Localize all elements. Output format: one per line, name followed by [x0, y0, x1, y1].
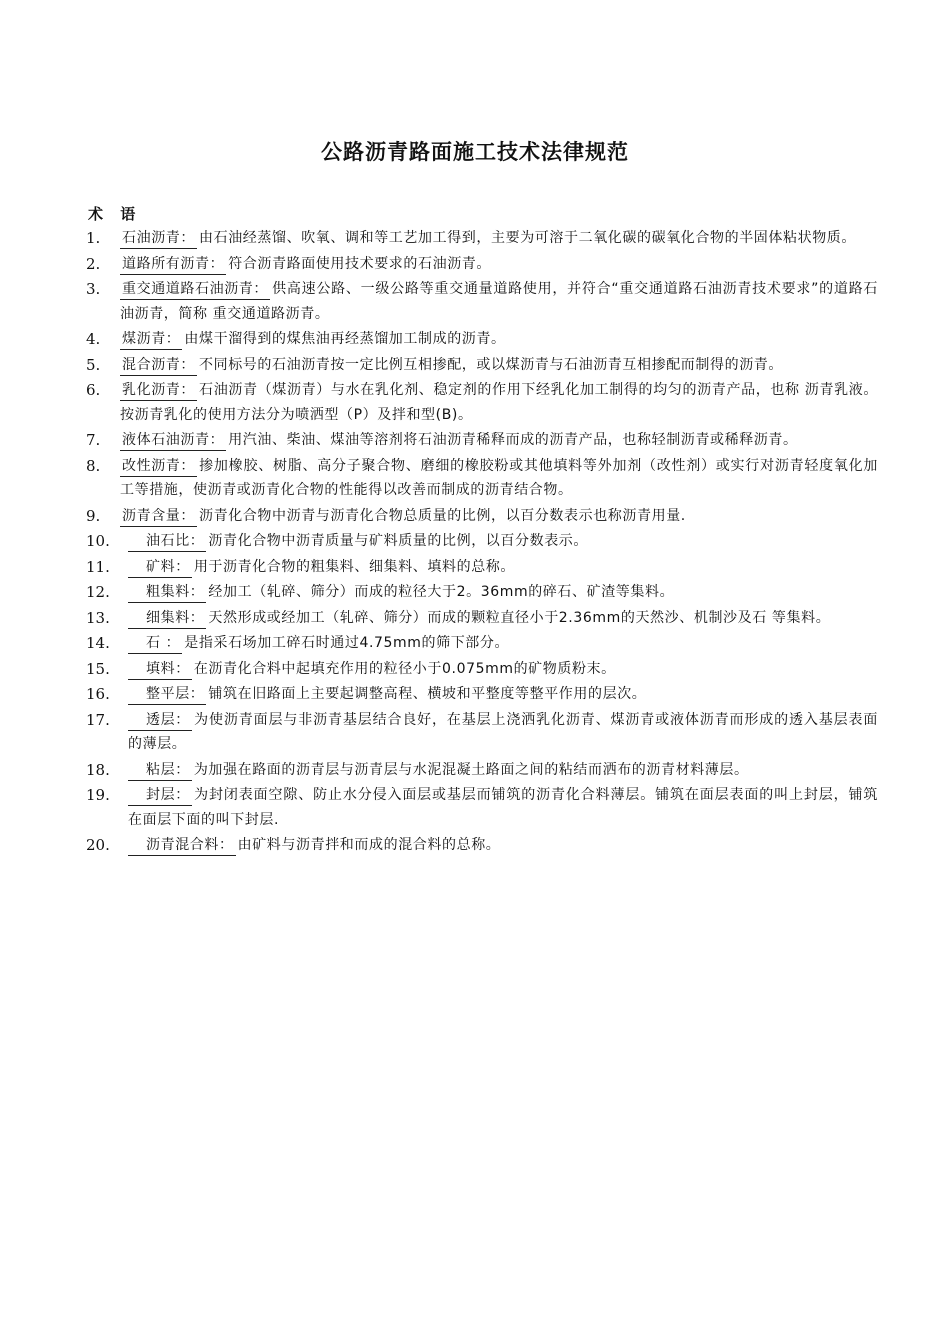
term-item	[86, 504, 878, 529]
term-item	[86, 758, 878, 783]
term-item	[86, 529, 878, 554]
term-item	[86, 580, 878, 605]
term-name: 重交通道路石油沥青：	[120, 279, 270, 300]
term-number: 3.	[86, 280, 101, 298]
term-list	[86, 226, 878, 859]
term-definition: 由矿料与沥青拌和而成的混合料的总称。	[237, 837, 501, 853]
term-number: 8.	[86, 456, 101, 475]
term-definition: 沥青化合物中沥青质量与矿料质量的比例，以百分数表示。	[208, 533, 589, 549]
term-item	[86, 428, 878, 453]
term-definition: 由石油经蒸馏、吹氧、调和等工艺加工得到，主要为可溶于二氧化碳的碳氧化合物的半固体粘状物质。	[199, 230, 856, 246]
term-number: 17.	[86, 710, 110, 729]
term-name: 乳化沥青：	[120, 380, 197, 401]
term-text	[120, 252, 878, 277]
term-text	[128, 657, 878, 682]
term-definition: 铺筑在旧路面上主要起调整高程、横坡和平整度等整平作用的层次。	[208, 686, 647, 702]
term-definition: 为加强在路面的沥青层与沥青层与水泥混凝土路面之间的粘结而洒布的沥青材料薄层。	[193, 761, 749, 778]
term-text	[120, 378, 878, 427]
term-text	[120, 327, 878, 352]
term-name: 沥青混合料：	[128, 835, 236, 856]
term-definition: 符合沥青路面使用技术要求的石油沥青。	[228, 255, 492, 272]
term-number: 9.	[86, 506, 101, 525]
term-number: 18.	[86, 760, 110, 779]
term-definition: 不同标号的石油沥青按一定比例互相掺配，或以煤沥青与石油沥青互相掺配而制得的沥青。	[199, 356, 783, 373]
term-definition: 为封闭表面空隙、防止水分侵入面层或基层而铺筑的沥青化合料薄层。铺筑在面层表面的叫上封层，铺筑在面层下面的叫下封层.	[128, 787, 878, 828]
term-number: 13.	[86, 608, 110, 627]
term-item	[86, 353, 878, 378]
term-item	[86, 606, 878, 631]
term-item	[86, 555, 878, 580]
term-name: 矿料：	[128, 557, 192, 578]
term-text	[128, 631, 878, 656]
term-text	[120, 428, 878, 453]
term-text	[128, 529, 878, 554]
term-name: 石 ：	[128, 633, 182, 654]
term-number: 14.	[86, 634, 110, 652]
term-name: 改性沥青：	[120, 456, 197, 477]
term-text	[128, 682, 878, 707]
term-definition: 在沥青化合料中起填充作用的粒径小于0.075mm的矿物质粉末。	[193, 660, 616, 677]
term-item	[86, 783, 878, 832]
term-name: 粗集料：	[128, 582, 206, 603]
term-item	[86, 454, 878, 503]
term-definition: 供高速公路、一级公路等重交通量道路使用，并符合“重交通道路石油沥青技术要求”的道路石油沥青，简称 重交通道路沥青。	[120, 281, 878, 322]
term-number: 12.	[86, 583, 110, 601]
term-text	[128, 758, 878, 783]
term-number: 10.	[86, 532, 110, 550]
document-title: 公路沥青路面施工技术法律规范	[321, 140, 629, 164]
term-definition: 石油沥青（煤沥青）与水在乳化剂、稳定剂的作用下经乳化加工制得的均匀的沥青产品，也称 沥青乳液。按沥青乳化的使用方法分为喷洒型（P）及拌和型(B)。	[120, 382, 878, 423]
term-name: 沥青含量：	[120, 506, 197, 527]
term-name: 油石比：	[128, 531, 206, 552]
term-definition: 用于沥青化合物的粗集料、细集料、填料的总称。	[193, 558, 516, 575]
term-definition: 由煤干溜得到的煤焦油再经蒸馏加工制成的沥青。	[184, 331, 506, 347]
term-name: 道路所有沥青：	[120, 254, 226, 275]
term-name: 整平层：	[128, 684, 206, 705]
term-definition: 是指采石场加工碎石时通过4.75mm的筛下部分。	[184, 635, 510, 651]
term-text	[128, 555, 878, 580]
term-item	[86, 833, 878, 858]
term-number: 7.	[86, 431, 101, 449]
term-number: 4.	[86, 330, 101, 348]
term-item	[86, 682, 878, 707]
term-definition: 为使沥青面层与非沥青基层结合良好，在基层上浇洒乳化沥青、煤沥青或液体沥青而形成的透入基层表面的薄层。	[128, 711, 878, 752]
term-definition: 用汽油、柴油、煤油等溶剂将石油沥青稀释而成的沥青产品，也称轻制沥青或稀释沥青。	[228, 432, 798, 448]
term-name: 石油沥青：	[120, 228, 197, 249]
term-name: 粘层：	[128, 760, 192, 781]
term-definition: 掺加橡胶、树脂、高分子聚合物、磨细的橡胶粉或其他填料等外加剂（改性剂）或实行对沥青轻度氧化加工等措施，使沥青或沥青化合物的性能得以改善而制成的沥青结合物。	[120, 457, 878, 498]
term-text	[120, 454, 878, 503]
term-text	[120, 353, 878, 378]
term-number: 16.	[86, 685, 110, 703]
term-definition: 经加工（轧碎、筛分）而成的粒径大于2。36mm的碎石、矿渣等集料。	[208, 584, 675, 600]
term-text	[120, 277, 878, 326]
term-item	[86, 708, 878, 757]
term-name: 透层：	[128, 710, 192, 731]
term-name: 煤沥青：	[120, 329, 182, 350]
term-item	[86, 327, 878, 352]
section-heading: 术 语	[88, 205, 142, 223]
term-item	[86, 631, 878, 656]
term-name: 细集料：	[128, 608, 206, 629]
term-item	[86, 277, 878, 326]
term-item	[86, 252, 878, 277]
term-number: 1.	[86, 229, 101, 247]
term-item	[86, 657, 878, 682]
term-number: 5.	[86, 355, 101, 374]
term-number: 20.	[86, 836, 110, 854]
term-name: 封层：	[128, 785, 192, 806]
term-number: 6.	[86, 381, 101, 399]
term-definition: 天然形成或经加工（轧碎、筛分）而成的颗粒直径小于2.36mm的天然沙、机制沙及石 等集料。	[208, 609, 831, 626]
term-text	[128, 833, 878, 858]
term-number: 2.	[86, 254, 101, 273]
term-text	[120, 504, 878, 529]
term-text	[128, 606, 878, 631]
term-number: 19.	[86, 786, 110, 804]
term-item	[86, 378, 878, 427]
term-text	[128, 783, 878, 832]
term-number: 11.	[86, 557, 110, 576]
term-text	[128, 708, 878, 757]
term-item	[86, 226, 878, 251]
term-text	[128, 580, 878, 605]
term-definition: 沥青化合物中沥青与沥青化合物总质量的比例，以百分数表示也称沥青用量.	[199, 507, 686, 524]
term-number: 15.	[86, 659, 110, 678]
term-name: 填料：	[128, 659, 192, 680]
term-name: 混合沥青：	[120, 355, 197, 376]
term-name: 液体石油沥青：	[120, 430, 226, 451]
term-text	[120, 226, 878, 251]
